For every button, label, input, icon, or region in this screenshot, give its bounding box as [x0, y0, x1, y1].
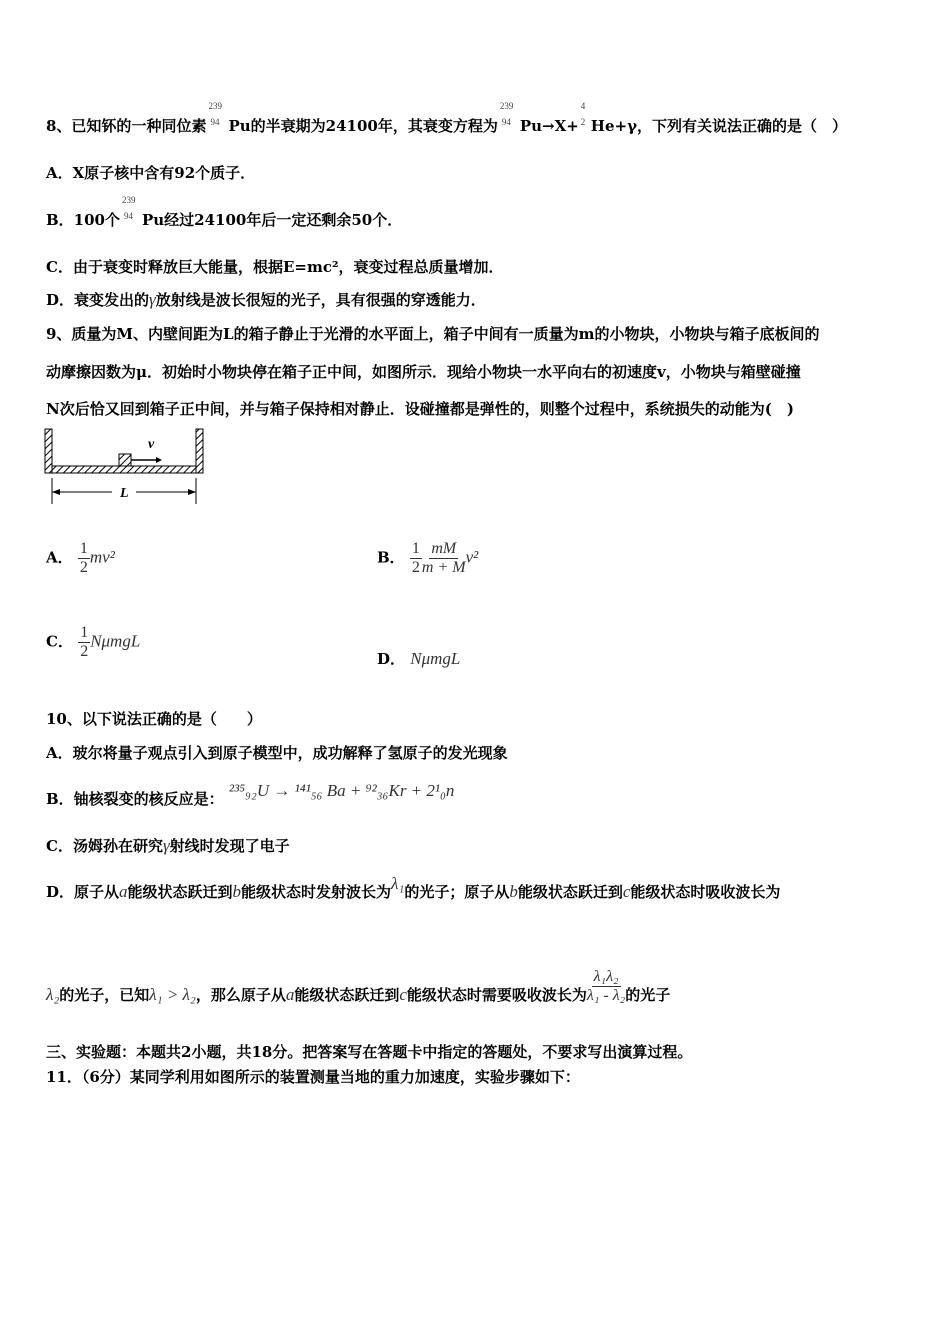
box-diagram [44, 428, 208, 506]
numerator: mM [431, 540, 457, 557]
text: 8、已知钚的一种同位素 [46, 117, 207, 135]
fraction [587, 968, 625, 1005]
var: c [399, 985, 407, 1004]
mass-number: 239 [499, 101, 514, 111]
q10-stem: 10、以下说法正确的是（ ） [46, 710, 262, 728]
text: A． [46, 548, 73, 567]
section-3-title: 三、实验题：本题共2小题，共18分。把答案写在答题卡中指定的答题处，不要求写出演算过程。 [46, 1043, 693, 1061]
text: 的光子，已知 [59, 986, 150, 1004]
text: 的半衰期为24100年，其衰变方程为 [250, 117, 498, 135]
left-wall [45, 429, 52, 473]
text: Pu经过24100年后一定还剩余50个． [142, 211, 403, 229]
fraction [422, 540, 466, 577]
q8-option-a: A．X原子核中含有92个质子． [46, 164, 256, 182]
numerator: 1 [80, 624, 89, 641]
mass-number: 239 [122, 195, 136, 205]
expression: NμmgL [410, 649, 461, 668]
expression: NμmgL [90, 631, 141, 651]
q9-option-c [46, 624, 140, 661]
right-wall [196, 429, 203, 473]
text: B．铀核裂变的核反应是： [46, 790, 224, 808]
q10-option-a: A．玻尔将量子观点引入到原子模型中，成功解释了氢原子的发光现象 [46, 744, 508, 762]
expression: mv² [89, 547, 115, 567]
text: 能级状态跃迁到 [517, 883, 623, 901]
q9-line3: N次后恰又回到箱子正中间，并与箱子保持相对静止．设碰撞都是弹性的，则整个过程中，系统损失的动能为( ) [46, 400, 794, 418]
denominator: λ₁ - λ₂ [586, 987, 626, 1004]
text: 能级状态时发射波长为 [241, 883, 392, 901]
mass-number: 4 [580, 101, 586, 111]
numerator: 1 [411, 540, 420, 557]
text: Pu→X+ [519, 117, 579, 135]
fission-equation: ²³⁵₉₂U → ¹⁴¹₅₆ Ba + ⁹²₃₆Kr + 2¹₀n [228, 781, 455, 800]
text: 放射线是波长很短的光子，具有很强的穿透能力． [155, 291, 486, 309]
var: c [622, 882, 631, 901]
gamma-symbol: γ [162, 836, 170, 855]
q11-stem: 11．（6分）某同学利用如图所示的装置测量当地的重力加速度，实验步骤如下： [46, 1068, 580, 1086]
text: 能级状态跃迁到 [294, 986, 400, 1004]
text: 能级状态跃迁到 [127, 883, 233, 901]
q9-line1: 9、质量为M、内壁间距为L的箱子静止于光滑的水平面上，箱子中间有一质量为m的小物块，小物块与箱子底板间的 [46, 325, 820, 343]
numerator: 1 [79, 540, 88, 557]
text: 射线时发现了电子 [169, 837, 290, 855]
q8-option-b [46, 195, 403, 230]
lambda2: λ₂ [46, 985, 60, 1004]
var: b [509, 882, 518, 901]
atomic-number: 94 [501, 117, 511, 127]
q9-option-b [377, 540, 478, 577]
block [119, 454, 131, 466]
atomic-number: 94 [210, 117, 220, 127]
text: D． [377, 650, 406, 668]
text: B． [377, 548, 405, 567]
var: a [119, 882, 128, 901]
q8-option-c: C．由于衰变时释放巨大能量，根据E=mc²，衰变过程总质量增加． [46, 258, 504, 276]
text: Pu [228, 117, 251, 135]
q9-line2: 动摩擦因数为μ．初始时小物块停在箱子正中间，如图所示．现给小物块一水平向右的初速度v，小物块与箱壁碰撞 [46, 363, 801, 381]
q10-option-b [46, 781, 455, 809]
expression: v² [465, 547, 479, 567]
var: b [232, 882, 242, 901]
text: D．原子从 [46, 883, 120, 901]
L-label: L [120, 486, 129, 501]
text: 能级状态时需要吸收波长为 [406, 986, 587, 1004]
denominator: 2 [411, 559, 420, 576]
q8-stem [46, 101, 847, 136]
atomic-number: 94 [124, 211, 133, 221]
numerator: λ₁λ₂ [593, 968, 619, 985]
atomic-number: 2 [580, 117, 586, 127]
lambda1: λ₁ [391, 874, 405, 893]
text: He+γ，下列有关说法正确的是（ ） [590, 117, 847, 135]
text: 的光子；原子从 [404, 883, 510, 901]
text: 能级状态时吸收波长为 [630, 883, 781, 901]
q10-option-d-cont [46, 955, 670, 1005]
pu-isotope [206, 101, 228, 131]
text: C．汤姆孙在研究 [46, 837, 163, 855]
q10-option-d [46, 874, 781, 902]
var: a [285, 985, 295, 1004]
q9-option-d [377, 648, 460, 669]
fraction [410, 540, 422, 577]
pu-isotope [120, 195, 142, 225]
inequality: λ₁ > λ₂ [149, 985, 196, 1004]
fraction [78, 624, 90, 661]
pu-isotope [498, 101, 520, 131]
text: B．100个 [46, 211, 120, 229]
denominator: m + M [421, 559, 466, 576]
text: ，那么原子从 [195, 986, 286, 1004]
text: C． [46, 632, 73, 651]
q9-option-a [46, 540, 115, 577]
q8-option-d [46, 289, 486, 310]
he-isotope [579, 101, 591, 131]
gamma-symbol: γ [149, 290, 156, 309]
text: D．衰变发出的 [46, 291, 150, 309]
floor [52, 466, 196, 473]
fraction [78, 540, 90, 577]
denominator: 2 [80, 643, 89, 660]
denominator: 2 [79, 559, 88, 576]
mass-number: 239 [208, 101, 222, 111]
v-label: v [148, 437, 155, 452]
q10-option-c [46, 835, 290, 856]
text: 的光子 [625, 986, 671, 1004]
